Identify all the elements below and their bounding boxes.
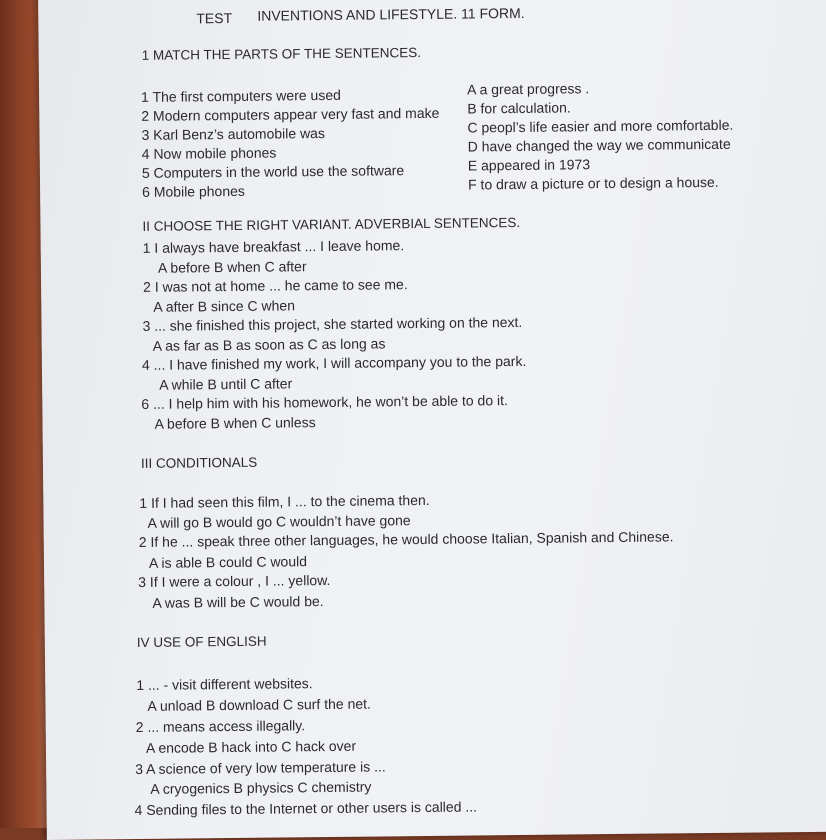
question: 4 Sending files to the Internet or other users is called ...	[134, 798, 478, 819]
test-label: TEST	[196, 9, 233, 27]
section-4-heading: IV USE OF ENGLISH	[136, 633, 267, 651]
question: 2 If he ... speak three other languages, he would choose Italian, Spanish and Chinese.	[138, 528, 674, 550]
match-right-item: E appeared in 1973	[467, 156, 591, 174]
question: 3 A science of very low temperature is ...	[135, 758, 386, 778]
question: 3 ... she finished this project, she started working on the next.	[142, 313, 523, 334]
match-left-item: 5 Computers in the world use the software	[141, 162, 405, 181]
answer-options: A unload B download C surf the net.	[147, 695, 371, 714]
answer-options: A cryogenics B physics C chemistry	[150, 778, 372, 797]
match-right-item: F to draw a picture or to design a house.	[467, 173, 719, 193]
answer-options: A encode B hack into C hack over	[145, 737, 357, 756]
section-2-heading: II CHOOSE THE RIGHT VARIANT. ADVERBIAL SENTENCES.	[142, 214, 521, 234]
match-right-item: C peopl’s life easier and more comfortable.	[467, 116, 734, 136]
answer-options: A while B until C after	[159, 375, 293, 393]
match-right-item: A a great progress .	[466, 80, 590, 98]
answer-options: A as far as B as soon as C as long as	[152, 335, 386, 354]
answer-options: A is able B could C would	[148, 553, 308, 571]
section-1-heading: 1 MATCH THE PARTS OF THE SENTENCES.	[141, 44, 422, 63]
answer-options: A will go B would go C wouldn’t have gone	[147, 512, 411, 531]
match-left-item: 1 The first computers were used	[141, 86, 341, 105]
question: 3 If I were a colour , I ... yellow.	[138, 571, 331, 590]
question: 6 ... I help him with his homework, he won’t be able to do it.	[141, 392, 508, 412]
test-sheet	[38, 0, 826, 840]
match-left-item: 4 Now mobile phones	[141, 144, 277, 162]
question: 1 If I had seen this film, I ... to the cinema then.	[139, 491, 430, 511]
answer-options: A before B when C unless	[154, 414, 316, 432]
page-title: INVENTIONS AND LIFESTYLE. 11 FORM.	[257, 4, 525, 24]
match-right-item: D have changed the way we communicate	[467, 135, 731, 155]
question: 4 ... I have finished my work, I will accompany you to the park.	[141, 352, 527, 373]
match-left-item: 3 Karl Benz’s automobile was	[141, 125, 326, 143]
section-3-heading: III CONDITIONALS	[140, 454, 258, 471]
match-right-item: B for calculation.	[467, 99, 571, 117]
answer-options: A was B will be C would be.	[152, 593, 324, 611]
match-left-item: 6 Mobile phones	[142, 182, 245, 200]
match-left-item: 2 Modern computers appear very fast and make	[141, 104, 440, 124]
answer-options: A before B when C after	[157, 258, 307, 276]
question: 2 ... means access illegally.	[135, 717, 306, 736]
question: 1 I always have breakfast ... I leave home.	[142, 237, 405, 256]
question: 2 I was not at home ... he came to see me.	[143, 276, 408, 295]
question: 1 ... - visit different websites.	[136, 675, 313, 694]
answer-options: A after B since C when	[153, 297, 296, 315]
